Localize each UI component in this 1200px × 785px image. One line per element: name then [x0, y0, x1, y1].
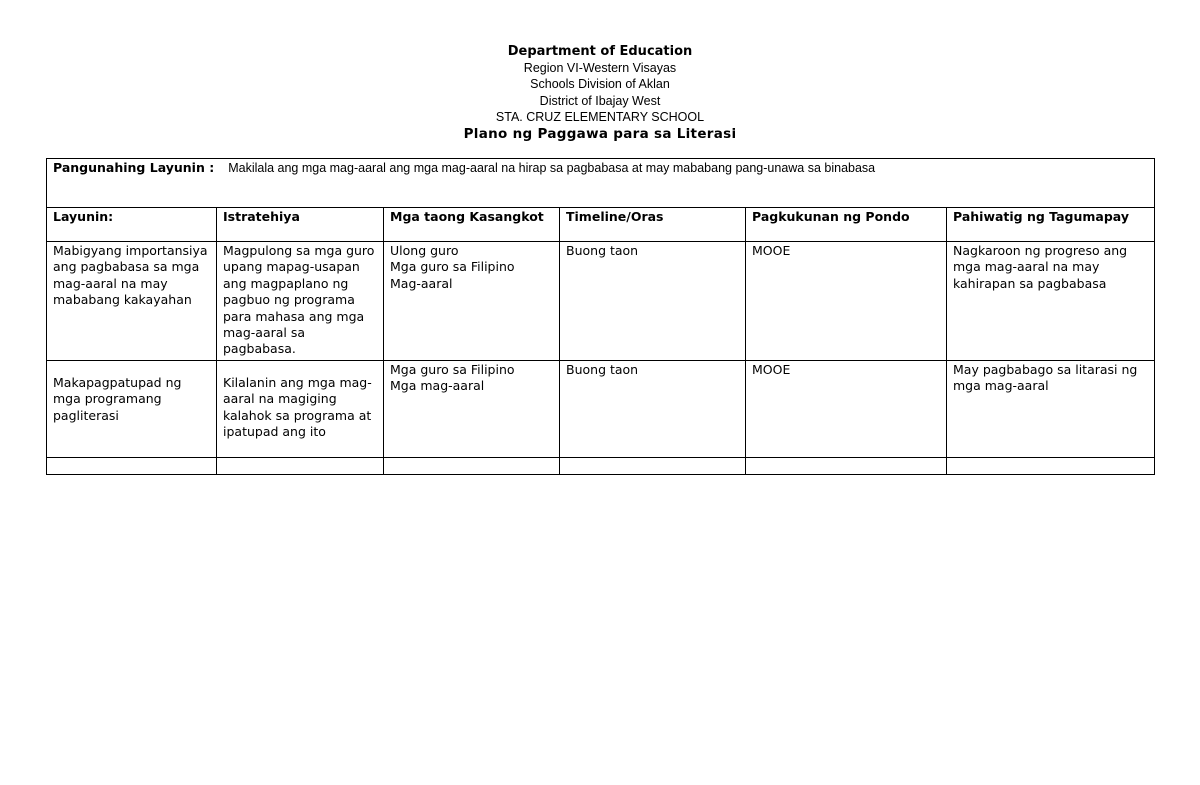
empty-cell — [384, 457, 560, 474]
literacy-plan-table — [46, 158, 1155, 475]
cell-timeline: Buong taon — [560, 242, 746, 361]
goal-label: Pangunahing Layunin : — [53, 160, 215, 175]
cell-tagumpay: Nagkaroon ng progreso ang mga mag-aaral na may kahirapan sa pagbabasa — [947, 242, 1155, 361]
cell-kasangkot — [384, 360, 560, 457]
column-header-timeline: Timeline/Oras — [560, 208, 746, 242]
empty-table-row — [47, 457, 1155, 474]
cell-kasangkot — [384, 242, 560, 361]
department-title: Department of Education — [507, 44, 693, 59]
empty-cell — [560, 457, 746, 474]
region-line: Region VI-Western Visayas — [523, 61, 677, 76]
empty-cell — [947, 457, 1155, 474]
kasangkot-item: Ulong guro — [390, 243, 459, 258]
column-header-istratehiya: Istratehiya — [217, 208, 384, 242]
empty-cell — [746, 457, 947, 474]
empty-cell — [217, 457, 384, 474]
kasangkot-item: Mga mag-aaral — [390, 378, 485, 394]
school-line: STA. CRUZ ELEMENTARY SCHOOL — [495, 109, 705, 124]
table-row — [47, 242, 1155, 361]
cell-pondo: MOOE — [746, 242, 947, 361]
column-header-layunin: Layunin: — [47, 208, 217, 242]
goal-row — [47, 159, 1155, 208]
empty-cell — [47, 457, 217, 474]
cell-istratehiya: Magpulong sa mga guro upang mapag-usapan ang magpaplano ng pagbuo ng programa para mahasa ang mga mag-aaral sa pagbabasa. — [217, 242, 384, 361]
cell-tagumpay: May pagbabago sa litarasi ng mga mag-aaral — [947, 360, 1155, 457]
cell-layunin: Makapagpatupad ng mga programang pagliterasi — [47, 360, 217, 457]
kasangkot-item: Mga guro sa Filipino — [390, 361, 515, 377]
cell-layunin: Mabigyang importansiya ang pagbabasa sa mga mag-aaral na may mababang kakayahan — [47, 242, 217, 361]
district-line: District of Ibajay West — [539, 93, 661, 108]
cell-istratehiya: Kilalanin ang mga mag-aaral na magiging kalahok sa programa at ipatupad ang ito — [217, 360, 384, 457]
table-header-row — [47, 208, 1155, 242]
table-row — [47, 360, 1155, 457]
column-header-pondo: Pagkukunan ng Pondo — [746, 208, 947, 242]
goal-cell — [47, 159, 1155, 208]
goal-text: Makilala ang mga mag-aaral ang mga mag-aaral na hirap sa pagbabasa at may mababang pang-unawa sa binabasa — [228, 161, 876, 175]
plan-title: Plano ng Paggawa para sa Literasi — [463, 126, 737, 143]
kasangkot-item: Mag-aaral — [390, 275, 453, 291]
column-header-kasangkot: Mga taong Kasangkot — [384, 208, 560, 242]
cell-timeline: Buong taon — [560, 360, 746, 457]
division-line: Schools Division of Aklan — [530, 77, 670, 92]
document-header — [0, 44, 1200, 143]
cell-pondo: MOOE — [746, 360, 947, 457]
kasangkot-item: Mga guro sa Filipino — [390, 259, 515, 275]
column-header-tagumpay: Pahiwatig ng Tagumapay — [947, 208, 1155, 242]
